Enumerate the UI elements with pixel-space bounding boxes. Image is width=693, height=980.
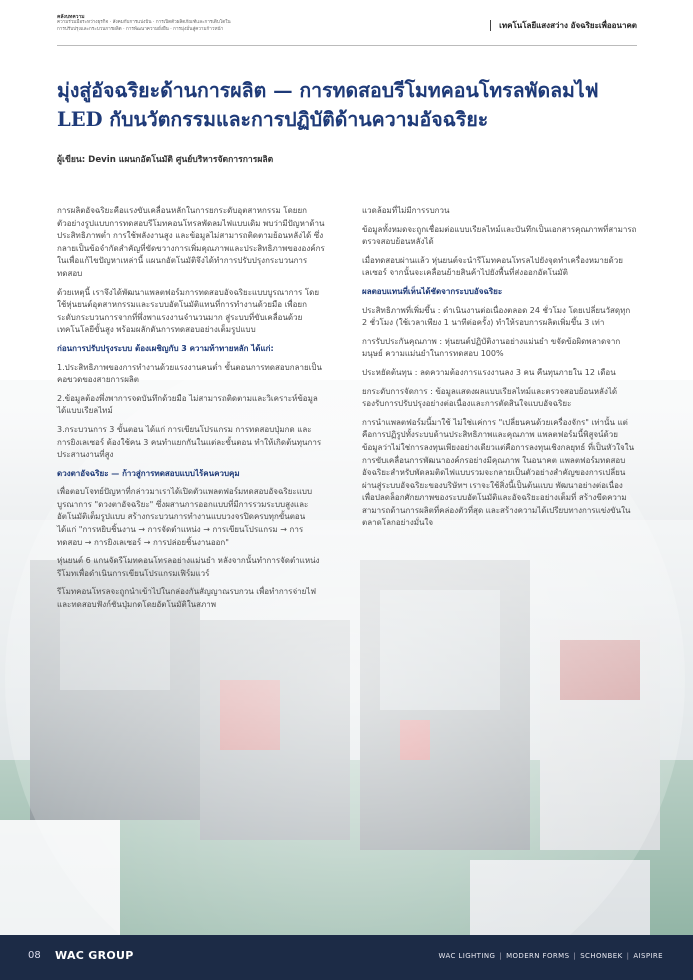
body-paragraph: ประสิทธิภาพที่เพิ่มขึ้น : ดำเนินงานต่อเนื่องตลอด 24 ชั่วโมง โดยเปลี่ยนวัสดุทุก 2 ชั่วโมง (ใช้เวลาเพียง 1 นาทีต่อครั้ง) ทำให้รอบการผลิตเพิ่มขึ้น 3 เท่า — [362, 305, 631, 328]
body-paragraph: ข้อมูลทั้งหมดจะถูกเชื่อมต่อแบบเรียลไทม์และบันทึกเป็นเอกสารคุณภาพที่สามารถตรวจสอบย้อนหลังได้ — [362, 224, 637, 247]
body-paragraph: เพื่อตอบโจทย์ปัญหาที่กล่าวมาเราได้เปิดตัวแพลตฟอร์มทดสอบอัจฉริยะแบบบูรณาการ "ดวงตาอัจฉริยะ" ซึ่งผสานการออกแบบที่มีการรวมระบบสูงและอัตโนมัติเต็มรูปแบบ สร้างกระบวนการทำงานแบบวงจรปิดครบทุกขั้นตอน ได้แก่ "การหยิบชิ้นงาน → การจัดตำแหน่ง → การเขียนโปรแกรม → การทดสอบ → การยิงเลเซอร์ → การปล่อยชิ้นงานออก" — [57, 487, 313, 547]
article-title: มุ่งสู่อัจฉริยะด้านการผลิต — การทดสอบรีโมทคอนโทรลพัดลมไฟ LED กับนวัตกรรมและการปฏิบัติด้านความอัจฉริยะ — [57, 79, 599, 131]
header-divider — [57, 45, 637, 46]
section-heading: ดวงตาอัจฉริยะ — ก้าวสู่การทดสอบแบบไร้คนควบคุม — [57, 468, 240, 478]
header-nav — [57, 14, 231, 33]
body-paragraph: ยกระดับการจัดการ : ข้อมูลแสดงผลแบบเรียลไทม์และตรวจสอบย้อนหลังได้ รองรับการปรับปรุงอย่างต่อเนื่องและการตัดสินใจแบบอัจฉริยะ — [362, 386, 618, 409]
section-heading: ก่อนการปรับปรุงระบบ ต้องเผชิญกับ 3 ความท้าทายหลัก ได้แก่: — [57, 343, 274, 353]
header-tagline: เทคโนโลยีแสงสว่าง อัจฉริยะเพื่ออนาคต — [490, 20, 637, 31]
brand-separator: | — [499, 952, 503, 960]
body-paragraph: เมื่อทดสอบผ่านแล้ว หุ่นยนต์จะนำรีโมทคอนโทรลไปยังจุดทำเครื่องหมายด้วยเลเซอร์ จากนั้นจะเคลื่อนย้ายสินค้าไปยังพื้นที่ส่งออกอัตโนมัติ — [362, 255, 623, 278]
section-heading: ผลตอบแทนที่เห็นได้ชัดจากระบบอัจฉริยะ — [362, 286, 503, 296]
brand-separator: | — [573, 952, 577, 960]
body-paragraph: ด้วยเหตุนี้ เราจึงได้พัฒนาแพลตฟอร์มการทดสอบอัจฉริยะแบบบูรณาการ โดยใช้หุ่นยนต์อุตสาหกรรมและระบบอัตโนมัติแทนที่การทำงานด้วยมือ เพื่อยกระดับกระบวนการจากที่พึ่งพาแรงงานจำนวนมาก สู่ระบบที่ขับเคลื่อนด้วยเทคโนโลยีขั้นสูง พร้อมผลักดันการทดสอบอย่างเต็มรูปแบบ — [57, 287, 319, 335]
body-paragraph: รีโมทคอนโทรลจะถูกนำเข้าไปในกล่องกันสัญญาณรบกวน เพื่อทำการจ่ายไฟและทดสอบฟังก์ชันปุ่มกดโดยอัตโนมัติในสภาพ — [57, 587, 317, 610]
footer-brand-item: WAC LIGHTING — [438, 952, 496, 960]
body-paragraph: 1.ประสิทธิภาพของการทำงานด้วยแรงงานคนต่ำ ขั้นตอนการทดสอบกลายเป็นคอขวดของสายการผลิต — [57, 362, 322, 385]
body-paragraph: การผลิตอัจฉริยะคือแรงขับเคลื่อนหลักในการยกระดับอุตสาหกรรม โดยยกตัวอย่างรูปแบบการทดสอบรีโมทคอนโทรลพัดลมไฟแบบเดิม พบว่ามีปัญหาด้านประสิทธิภาพต่ำ การใช้พลังงานสูง และข้อมูลไม่สามารถติดตามย้อนหลังได้ ซึ่งกลายเป็นข้อจำกัดสำคัญที่ขัดขวางการเพิ่มคุณภาพและประสิทธิภาพขององค์กร ในเพื่อแก้ไขปัญหาเหล่านี้ แผนกอัตโนมัติจึงได้ทำการปรับปรุงกระบวนการทดสอบ — [57, 206, 325, 278]
body-paragraph: การนำแพลตฟอร์มนี้มาใช้ ไม่ใช่แค่การ "เปลี่ยนคนด้วยเครื่องจักร" เท่านั้น แต่คือการปฏิรูปทั้งระบบด้านประสิทธิภาพและคุณภาพ แพลตฟอร์มนี้พิสูจน์ด้วยข้อมูลว่าไม่ใช่การลงทุนเพียงอย่างเดียวแต่คือการลงทุนเชิงกลยุทธ์ ที่เป็นหัวใจในการขับเคลื่อนการพัฒนาองค์กรอย่างมีคุณภาพ ในอนาคต แพลตฟอร์มทดสอบอัจฉริยะสำหรับพัดลมติดไฟแบบรวมจะกลายเป็นตัวอย่างสำคัญของการเปลี่ยนผ่านสู่ระบบอัจฉริยะของบริษัทฯ เราจะใช้สิ่งนี้เป็นต้นแบบ พัฒนาอย่างต่อเนื่อง เพื่อปลดล็อกศักยภาพของระบบอัตโนมัติและอัจฉริยะอย่างเต็มที่ สร้างขีดความสามารถด้านการผลิตที่คล่องตัวที่สุด และสร้างความได้เปรียบทางการแข่งขันในตลาดโลกอย่างมั่นใจ — [362, 417, 635, 528]
footer-brand-logo: WAC GROUP — [55, 949, 134, 962]
header-section-label: คลังบทความ — [57, 14, 85, 20]
page-footer — [0, 935, 693, 980]
body-column-right — [362, 205, 637, 536]
brand-separator: | — [626, 952, 630, 960]
body-paragraph: 2.ข้อมูลต้องพึ่งพาการจดบันทึกด้วยมือ ไม่สามารถติดตามและวิเคราะห์ข้อมูลได้แบบเรียลไทม์ — [57, 393, 318, 416]
header-crumb-line: การปรับปรุงและกระบวนการผลิต · การพัฒนาความยั่งยืน · การมุ่งมั่นสู่ความก้าวหน้า — [57, 26, 224, 32]
body-paragraph: หุ่นยนต์ 6 แกนจัดรีโมทคอนโทรลอย่างแม่นยำ หลังจากนั้นทำการจัดตำแหน่งรีโมทเพื่อดำเนินการเขียนโปรแกรมเฟิร์มแวร์ — [57, 556, 320, 578]
body-paragraph: การรับประกันคุณภาพ : หุ่นยนต์ปฏิบัติงานอย่างแม่นยำ ขจัดข้อผิดพลาดจากมนุษย์ ความแม่นยำในการทดสอบ 100% — [362, 336, 621, 359]
footer-brand-item: MODERN FORMS — [506, 952, 570, 960]
body-paragraph: ประหยัดต้นทุน : ลดความต้องการแรงงานลง 3 คน คืนทุนภายใน 12 เดือน — [362, 367, 616, 377]
page-number: 08 — [28, 950, 41, 961]
body-paragraph: 3.กระบวนการ 3 ขั้นตอน ได้แก่ การเขียนโปรแกรม การทดสอบปุ่มกด และการยิงเลเซอร์ ต้องใช้คน 3 คนทำแยกกันในแต่ละขั้นตอน ทำให้เกิดต้นทุนการประสานงานที่สูง — [57, 424, 322, 460]
body-paragraph: แวดล้อมที่ไม่มีการรบกวน — [362, 206, 450, 215]
page-header — [57, 14, 637, 48]
body-column-left — [57, 205, 325, 618]
article-author: ผู้เขียน: Devin แผนกอัตโนมัติ ศูนย์บริหารจัดการการผลิต — [57, 155, 274, 165]
header-crumb-line: ความร่วมมือระหว่างธุรกิจ · สังคมกับการแบ่งปัน · การเปิดตัวผลิตภัณฑ์และการเติบโตใน — [57, 20, 231, 26]
footer-brand-item: AISPIRE — [633, 952, 663, 960]
footer-brand-list — [439, 952, 663, 960]
footer-brand-item: SCHONBEK — [580, 952, 623, 960]
